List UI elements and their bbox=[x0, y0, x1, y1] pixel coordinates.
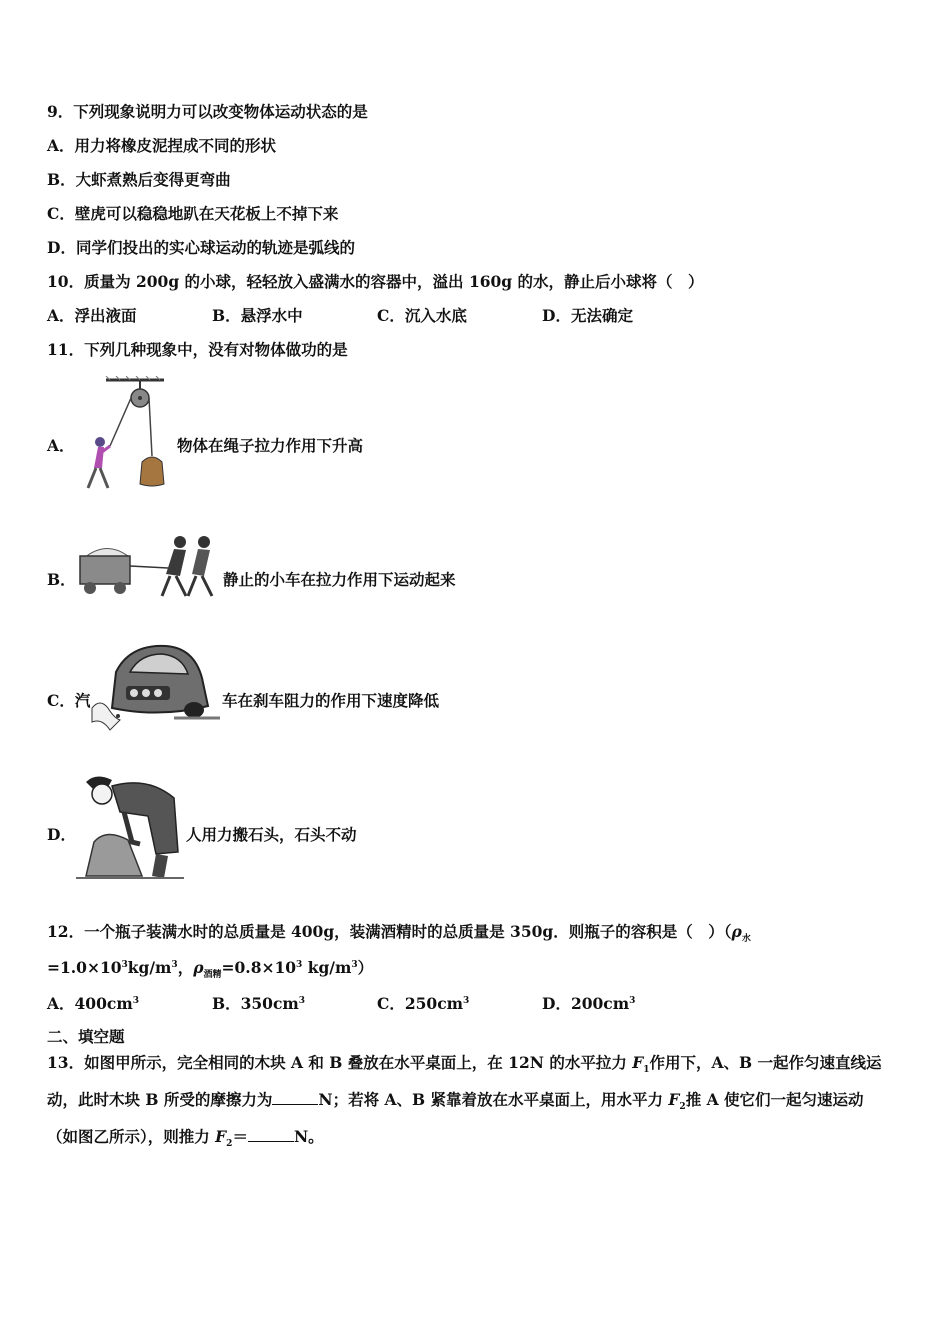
answer-blank-1[interactable] bbox=[272, 1090, 318, 1105]
q12-option-d: D．$200cm^3$ bbox=[542, 994, 636, 1013]
q12-option-a: A．$400cm^3$ bbox=[47, 994, 139, 1013]
q11-option-b-text: 静止的小车在拉力作用下运动起来 bbox=[223, 570, 456, 589]
q11-option-a-letter: A． bbox=[47, 436, 75, 455]
q13-line-1: 13．如图甲所示，完全相同的木块 A 和 B 叠放在水平桌面上，在 12N 的水平拉力 $F_1$作用下，A、B 一起作匀速直线运 bbox=[47, 1053, 882, 1076]
q13-line-3: （如图乙所示），则推力 $F_2= N$。 bbox=[47, 1127, 324, 1150]
section-heading-fill-in: 二、填空题 bbox=[47, 1027, 125, 1046]
q11-option-d-text: 人用力搬石头，石头不动 bbox=[186, 825, 357, 844]
q11-option-b-letter: B． bbox=[47, 570, 76, 589]
q9-option-d: D．同学们投出的实心球运动的轨迹是弧线的 bbox=[47, 238, 355, 257]
q9-stem: 9．下列现象说明力可以改变物体运动状态的是 bbox=[47, 102, 368, 121]
lifting-stone-figure bbox=[72, 772, 186, 884]
pulley-figure bbox=[78, 376, 174, 492]
q10-stem: 10．质量为 200g 的小球，轻轻放入盛满水的容器中，溢出 160g 的水，静止后小球将（ ） bbox=[47, 272, 704, 291]
q11-option-a-text: 物体在绳子拉力作用下升高 bbox=[177, 436, 364, 455]
answer-blank-2[interactable] bbox=[248, 1127, 294, 1142]
q10-option-d: D．无法确定 bbox=[542, 306, 633, 325]
q9-option-b: B．大虾煮熟后变得更弯曲 bbox=[47, 170, 231, 189]
q12-option-b: B．$350cm^3$ bbox=[212, 994, 306, 1013]
braking-car-figure bbox=[90, 638, 222, 736]
q11-option-c-letter: C．汽 bbox=[47, 691, 91, 710]
q12-stem: 12．一个瓶子装满水时的总质量是 400g，装满酒精时的总质量是 350g．则瓶子的容积是（ ）（$\rho_水$ bbox=[47, 922, 751, 945]
q11-option-d-letter: D． bbox=[47, 825, 76, 844]
q10-option-c: C．沉入水底 bbox=[377, 306, 467, 325]
q10-option-a: A．浮出液面 bbox=[47, 306, 137, 325]
q11-option-c-text: 车在刹车阻力的作用下速度降低 bbox=[222, 691, 440, 710]
cart-pulling-figure bbox=[76, 532, 222, 602]
q9-option-a: A．用力将橡皮泥捏成不同的形状 bbox=[47, 136, 277, 155]
q12-densities: $=1.0\times 10^3kg/m^3$，$\rho_{酒精}=0.8\times 10^3$ $kg/m^3$） bbox=[47, 958, 374, 981]
q10-option-b: B．悬浮水中 bbox=[212, 306, 303, 325]
q9-option-c: C．壁虎可以稳稳地趴在天花板上不掉下来 bbox=[47, 204, 339, 223]
q13-line-2: 动，此时木块 B 所受的摩擦力为 N；若将 A、B 紧靠着放在水平桌面上，用水平力 $F_2$推 A 使它们一起匀速运动 bbox=[47, 1090, 864, 1113]
q11-stem: 11．下列几种现象中，没有对物体做功的是 bbox=[47, 340, 348, 359]
q12-option-c: C．$250cm^3$ bbox=[377, 994, 470, 1013]
